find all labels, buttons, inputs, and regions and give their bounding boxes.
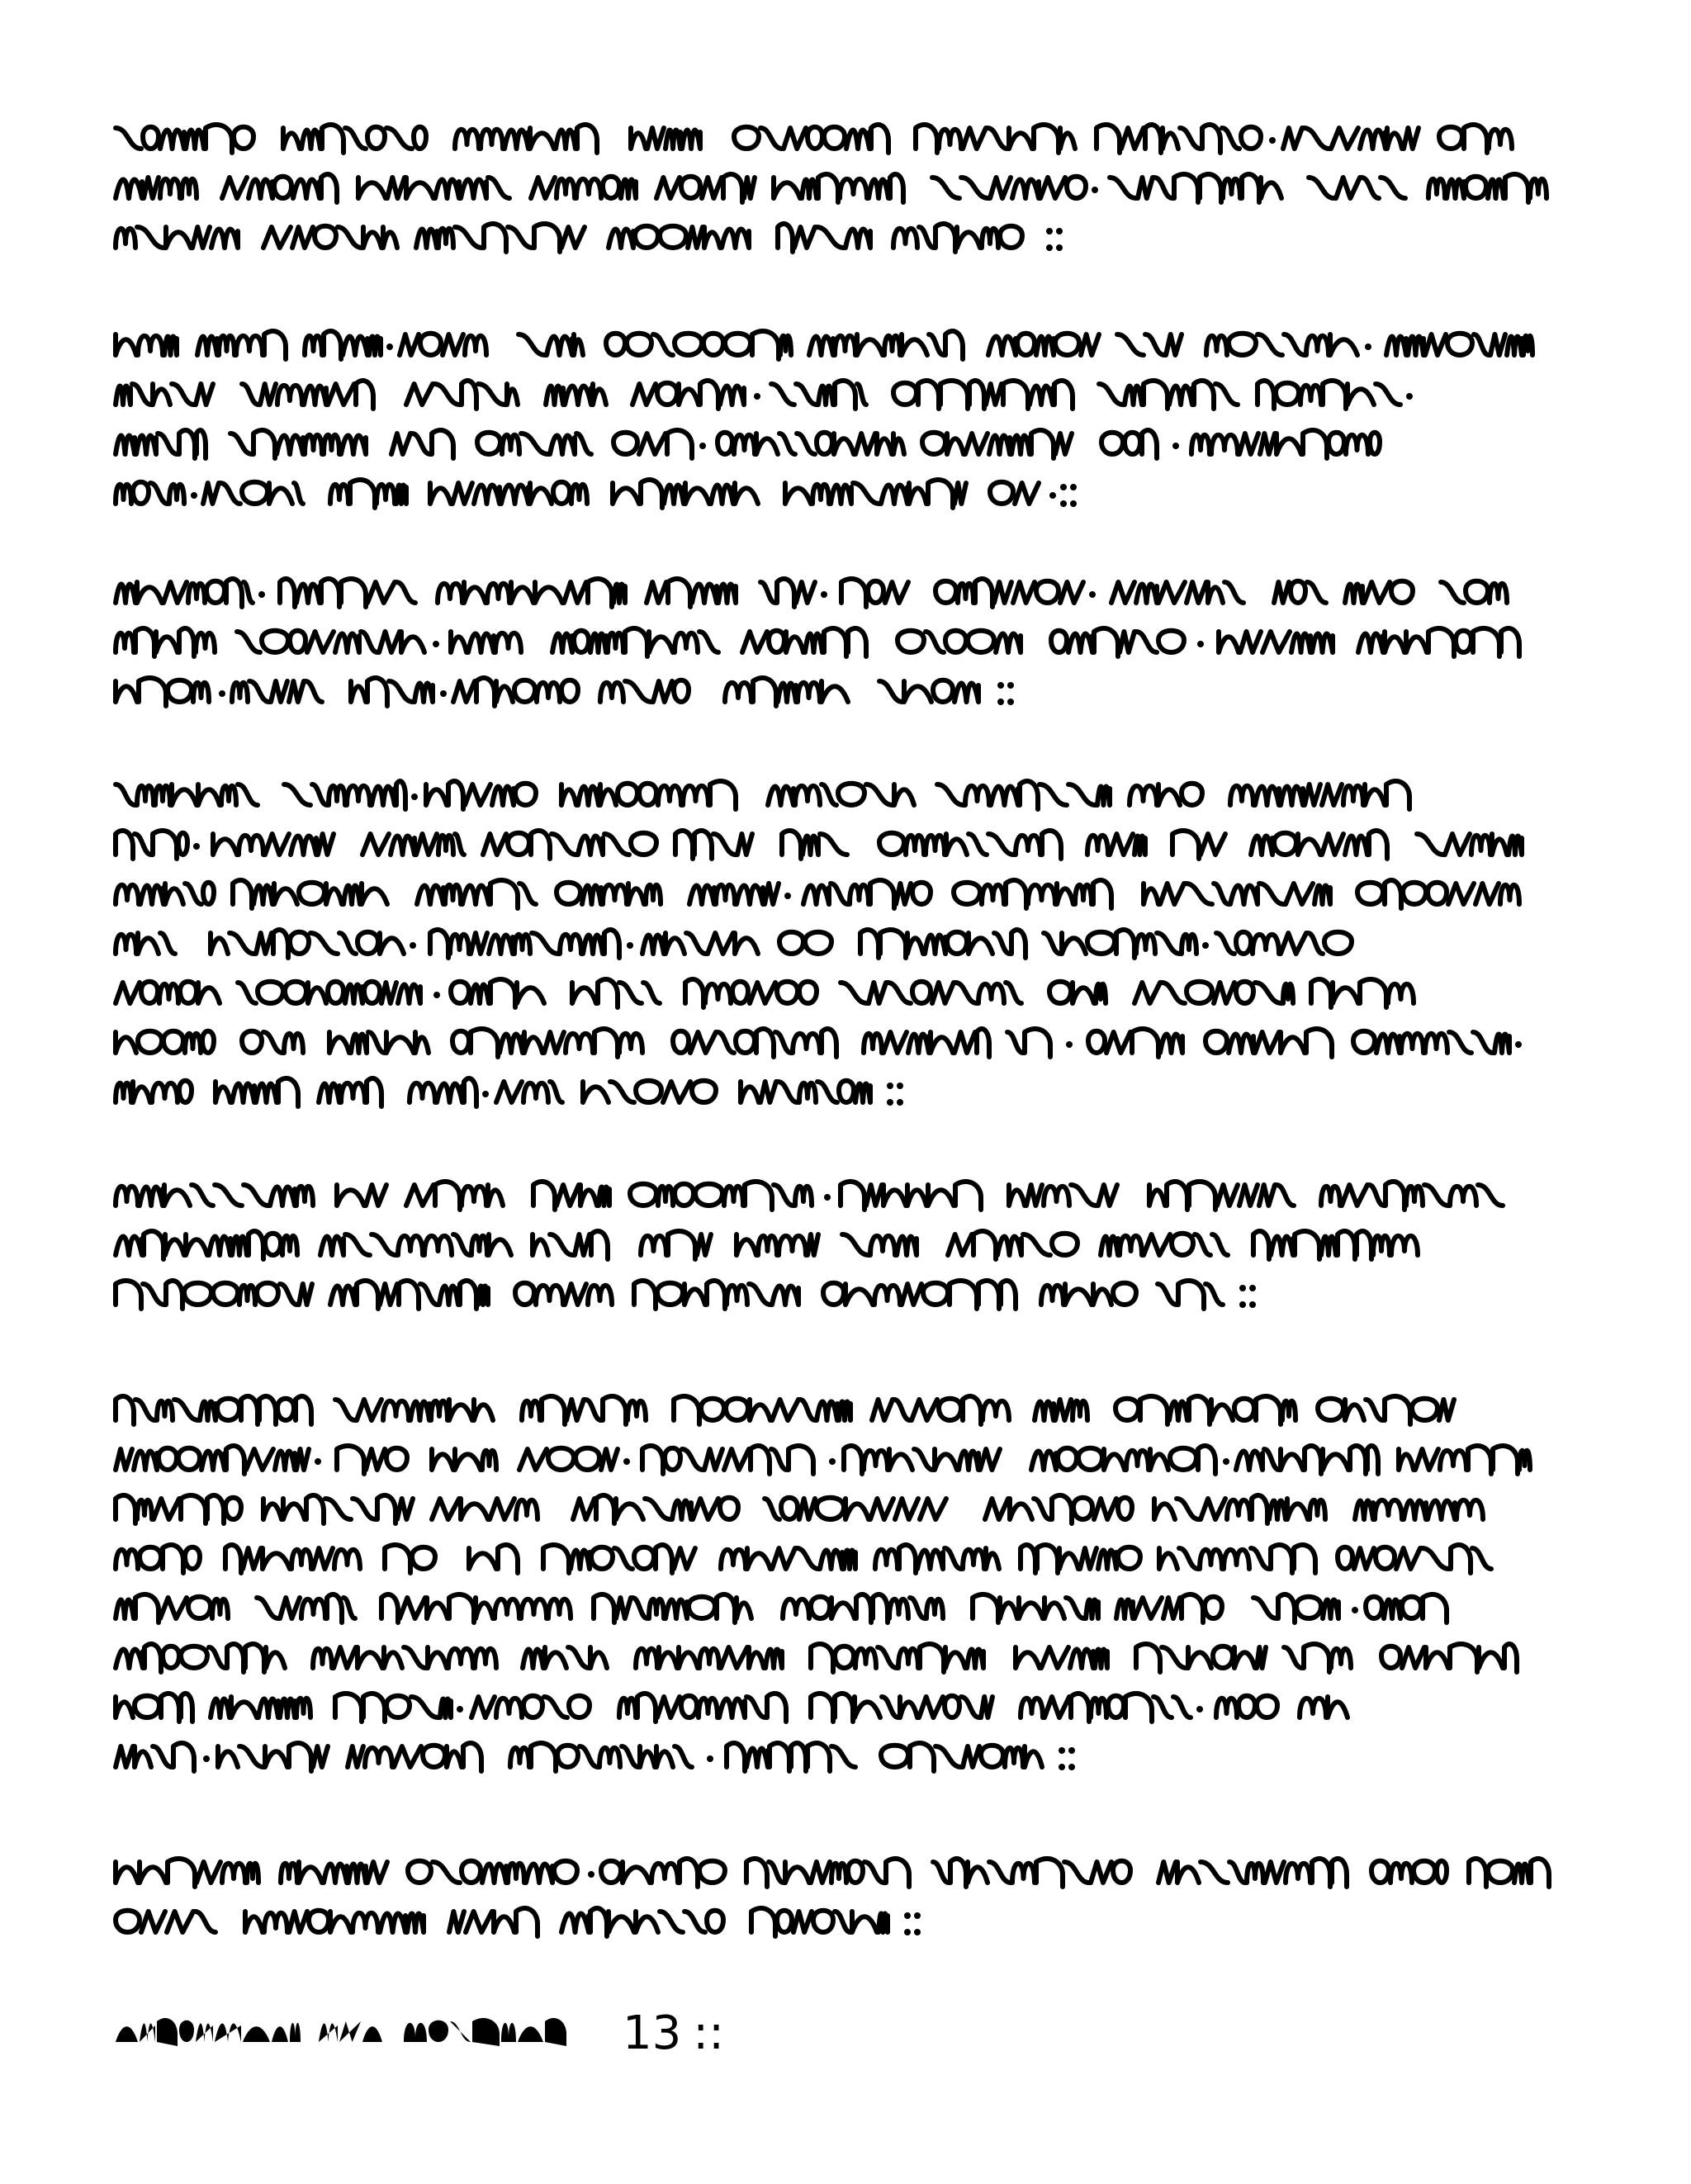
text-line — [116, 772, 1585, 822]
sentence-end-mark — [1239, 1285, 1246, 1291]
glyph-stroke — [116, 1281, 1223, 1309]
glyph-stroke — [116, 781, 1409, 809]
word-separator-dot — [784, 893, 791, 899]
sentence-end-mark — [1249, 1285, 1256, 1291]
glyph-stroke — [116, 224, 1022, 252]
glyph-stroke — [116, 1694, 1348, 1722]
text-line — [116, 116, 1585, 165]
word-separator-dot — [411, 794, 418, 800]
sentence-end-mark — [1070, 500, 1077, 507]
word-separator-dot — [1049, 492, 1056, 499]
sentence-end-mark — [1068, 1764, 1075, 1770]
sentence-end-mark — [1007, 682, 1014, 689]
word-separator-dot — [829, 1458, 836, 1465]
text-line — [116, 570, 1585, 619]
text-line — [116, 1585, 1585, 1635]
line-glyphs — [116, 1536, 1585, 1585]
word-separator-dot — [1197, 641, 1204, 647]
text-line — [116, 471, 1118, 520]
sentence-end-mark — [914, 1912, 921, 1919]
sentence-end-mark — [887, 1083, 893, 1089]
line-glyphs — [116, 1020, 1585, 1069]
line-glyphs — [116, 215, 1158, 264]
glyph-stroke — [116, 1644, 1517, 1672]
glyph-stroke — [116, 331, 1532, 359]
word-separator-dot — [433, 992, 440, 998]
word-separator-dot — [191, 492, 197, 499]
text-line — [116, 970, 1585, 1020]
word-separator-dot — [1196, 1706, 1203, 1713]
text-line — [116, 215, 1158, 264]
word-separator-dot — [588, 1871, 594, 1878]
glyph-stroke — [116, 1078, 870, 1106]
glyph-stroke — [116, 628, 1519, 656]
footer-terminator: :: — [693, 2006, 724, 2060]
glyph-stroke — [116, 930, 1352, 958]
glyph-stroke — [116, 678, 978, 706]
line-glyphs — [116, 165, 1585, 215]
glyph-stroke — [116, 1545, 1491, 1573]
line-glyphs — [116, 1387, 1585, 1437]
text-line — [116, 822, 1585, 871]
glyph-stroke — [116, 579, 1507, 607]
sentence-end-mark — [897, 1083, 903, 1089]
word-separator-dot — [1515, 1041, 1522, 1048]
text-line — [116, 372, 1585, 421]
text-line — [116, 1536, 1585, 1585]
sentence-end-mark — [1060, 484, 1067, 490]
line-glyphs — [116, 619, 1585, 669]
line-glyphs — [116, 1850, 1585, 1899]
sentence-end-mark — [1046, 244, 1053, 251]
word-separator-dot — [1406, 393, 1413, 400]
sentence-end-mark — [1046, 228, 1053, 235]
line-glyphs — [116, 1486, 1585, 1536]
page-number: 13 — [623, 2006, 682, 2060]
glyph-stroke — [116, 1495, 1483, 1523]
word-separator-dot — [1092, 187, 1098, 193]
line-glyphs — [116, 1437, 1585, 1486]
text-line — [116, 1272, 1295, 1321]
sentence-end-mark — [1070, 484, 1077, 490]
glyph-stroke — [116, 1859, 1549, 1887]
text-line — [116, 1486, 1585, 1536]
sentence-end-mark — [904, 1929, 911, 1935]
word-separator-dot — [203, 1755, 210, 1762]
footer-glyphs — [116, 2009, 611, 2058]
sentence-end-mark — [1059, 1747, 1065, 1754]
glyph-stroke — [116, 1182, 1503, 1210]
glyph-stroke — [116, 125, 1512, 153]
word-separator-dot — [754, 393, 760, 400]
line-glyphs — [116, 570, 1585, 619]
word-separator-dot — [1269, 137, 1276, 144]
text-line — [116, 619, 1585, 669]
sentence-end-mark — [904, 1912, 911, 1919]
word-separator-dot — [315, 1458, 321, 1465]
line-glyphs — [116, 1734, 1157, 1784]
line-glyphs — [116, 871, 1585, 921]
word-separator-dot — [821, 591, 827, 598]
word-separator-dot — [627, 942, 633, 949]
word-separator-dot — [1066, 1041, 1073, 1048]
word-separator-dot — [410, 942, 416, 949]
word-separator-dot — [1202, 942, 1209, 949]
glyph-stroke — [116, 1029, 1509, 1057]
word-separator-dot — [623, 1458, 630, 1465]
line-glyphs — [116, 1173, 1585, 1222]
line-glyphs — [116, 372, 1585, 421]
line-glyphs — [116, 921, 1585, 970]
text-line — [116, 1173, 1585, 1222]
glyph-stroke — [116, 831, 1522, 859]
word-separator-dot — [433, 641, 439, 647]
glyph-stroke — [116, 1743, 1042, 1771]
text-line — [116, 1635, 1585, 1684]
sentence-end-mark — [897, 1099, 903, 1106]
sentence-end-mark — [1056, 228, 1063, 235]
word-separator-dot — [193, 843, 200, 850]
glyph-stroke — [116, 174, 1547, 202]
line-glyphs — [116, 772, 1585, 822]
line-glyphs — [116, 116, 1585, 165]
line-glyphs — [116, 1272, 1295, 1321]
sentence-end-mark — [887, 1099, 893, 1106]
sentence-end-mark — [1059, 1764, 1065, 1770]
text-line — [116, 421, 1585, 471]
word-separator-dot — [219, 690, 225, 697]
line-glyphs — [116, 1069, 982, 1119]
word-separator-dot — [1365, 343, 1371, 350]
text-line — [116, 871, 1585, 921]
word-separator-dot — [386, 343, 393, 350]
text-line — [116, 1437, 1585, 1486]
glyph-stroke — [116, 880, 1519, 908]
line-glyphs — [116, 669, 1080, 718]
glyph-stroke — [116, 480, 1039, 508]
sentence-end-mark — [1060, 500, 1067, 507]
text-line — [116, 1020, 1585, 1069]
line-glyphs — [116, 1899, 1086, 1949]
line-glyphs — [116, 1585, 1585, 1635]
word-separator-dot — [1352, 1607, 1358, 1613]
text-line — [116, 1684, 1585, 1734]
text-line — [116, 322, 1585, 372]
word-separator-dot — [440, 690, 447, 697]
text-line — [116, 1899, 1086, 1949]
glyph-stroke — [116, 430, 1380, 458]
text-line — [116, 1387, 1585, 1437]
footer-line — [116, 2005, 724, 2063]
line-glyphs — [116, 322, 1585, 372]
text-line — [116, 165, 1585, 215]
text-line — [116, 1069, 982, 1119]
word-separator-dot — [707, 1755, 713, 1762]
sentence-end-mark — [1007, 699, 1014, 705]
line-glyphs — [116, 970, 1585, 1020]
text-line — [116, 1222, 1585, 1272]
glyph-stroke — [116, 1231, 1418, 1259]
glyph-stroke — [116, 1396, 1454, 1424]
line-glyphs — [116, 1684, 1585, 1734]
sentence-end-mark — [914, 1929, 921, 1935]
line-glyphs — [116, 1222, 1585, 1272]
line-glyphs — [116, 421, 1585, 471]
sentence-end-mark — [997, 699, 1004, 705]
sentence-end-mark — [1068, 1747, 1075, 1754]
sentence-end-mark — [1056, 244, 1063, 251]
word-separator-dot — [1223, 1458, 1229, 1465]
text-line — [116, 1734, 1157, 1784]
glyph-stroke — [116, 1908, 888, 1936]
word-separator-dot — [258, 591, 265, 598]
text-line — [116, 1850, 1585, 1899]
glyph-stroke — [116, 2018, 566, 2046]
line-glyphs — [116, 822, 1585, 871]
word-separator-dot — [699, 443, 706, 449]
glyph-stroke — [116, 1594, 1447, 1623]
line-glyphs — [116, 1635, 1585, 1684]
word-separator-dot — [482, 1091, 489, 1097]
text-line — [116, 669, 1080, 718]
word-separator-dot — [1172, 443, 1179, 449]
glyph-stroke — [116, 1446, 1530, 1474]
word-separator-dot — [1089, 591, 1096, 598]
sentence-end-mark — [997, 682, 1004, 689]
word-separator-dot — [824, 1194, 831, 1201]
sentence-end-mark — [1239, 1301, 1246, 1308]
word-separator-dot — [457, 1706, 463, 1713]
sentence-end-mark — [1249, 1301, 1256, 1308]
line-glyphs — [116, 471, 1118, 520]
text-line — [116, 921, 1585, 970]
glyph-stroke — [116, 979, 1414, 1007]
